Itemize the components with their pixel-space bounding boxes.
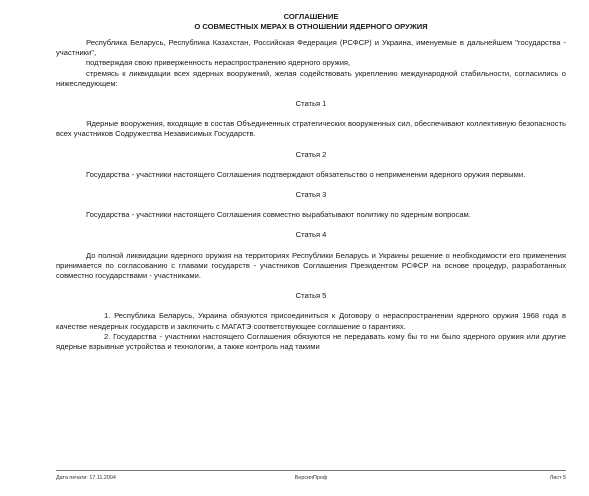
- title-line-2: О СОВМЕСТНЫХ МЕРАХ В ОТНОШЕНИИ ЯДЕРНОГО ОРУЖИЯ: [194, 21, 428, 31]
- article-3: [56, 190, 566, 220]
- article-5: [56, 291, 566, 352]
- article-heading: Статья 5: [295, 291, 327, 301]
- product-name: ВерсияПроф: [294, 475, 328, 481]
- article-paragraph: 2. Государства - участники настоящего Соглашения обязуются не передавать кому бы то ни было ядерного оружия или другие ядерные взрывные устройства и технологии, а также контроль над такими: [56, 331, 566, 352]
- document-body: [56, 12, 566, 352]
- article-paragraph: Государства - участники настоящего Соглашения совместно вырабатывают политику по ядерным вопросам.: [86, 210, 471, 220]
- article-heading: Статья 3: [295, 190, 327, 200]
- preamble: [56, 38, 566, 89]
- sheet-number: Лист 5: [549, 475, 566, 481]
- preamble-paragraph: подтверждая свою приверженность нераспространению ядерного оружия,: [86, 58, 351, 68]
- preamble-paragraph: Республика Беларусь, Республика Казахстан, Российская Федерация (РСФСР) и Украина, именуемые в дальнейшем "государства - участники",: [56, 38, 566, 58]
- article-paragraph: Ядерные вооружения, входящие в состав Объединенных стратегических вооруженных сил, обеспечивают коллективную безопасность всех участников Содружества Независимых Государств.: [56, 119, 566, 139]
- article-4: [56, 230, 566, 281]
- article-heading: Статья 4: [295, 230, 327, 240]
- article-heading: Статья 2: [295, 149, 327, 159]
- print-date: Дата печати: 17.11.2004: [56, 475, 116, 481]
- preamble-paragraph: стремясь к ликвидации всех ядерных вооружений, желая содействовать укреплению международной стабильности, согласились о нижеследующем:: [56, 68, 566, 88]
- article-1: [56, 99, 566, 140]
- document-title: [56, 12, 566, 31]
- title-line-1: СОГЛАШЕНИЕ: [283, 12, 339, 21]
- article-2: [56, 150, 566, 180]
- article-paragraph: До полной ликвидации ядерного оружия на территориях Республики Беларусь и Украины решение о необходимости его применения принимается по согласованию с главами государств - участников Соглашения Президентом РСФСР на основе процедур, разработанных совместно государствами - участниками.: [56, 250, 566, 281]
- article-paragraph: 1. Республика Беларусь, Украина обязуются присоединиться к Договору о нераспространении ядерного оружия 1968 года в качестве неядерных государств и заключить с МАГАТЭ соответствующее соглашение о гарантиях.: [56, 311, 566, 331]
- page-footer: [56, 470, 566, 481]
- article-paragraph: Государства - участники настоящего Соглашения подтверждают обязательство о неприменении ядерного оружия первыми.: [86, 169, 526, 179]
- article-heading: Статья 1: [295, 99, 327, 109]
